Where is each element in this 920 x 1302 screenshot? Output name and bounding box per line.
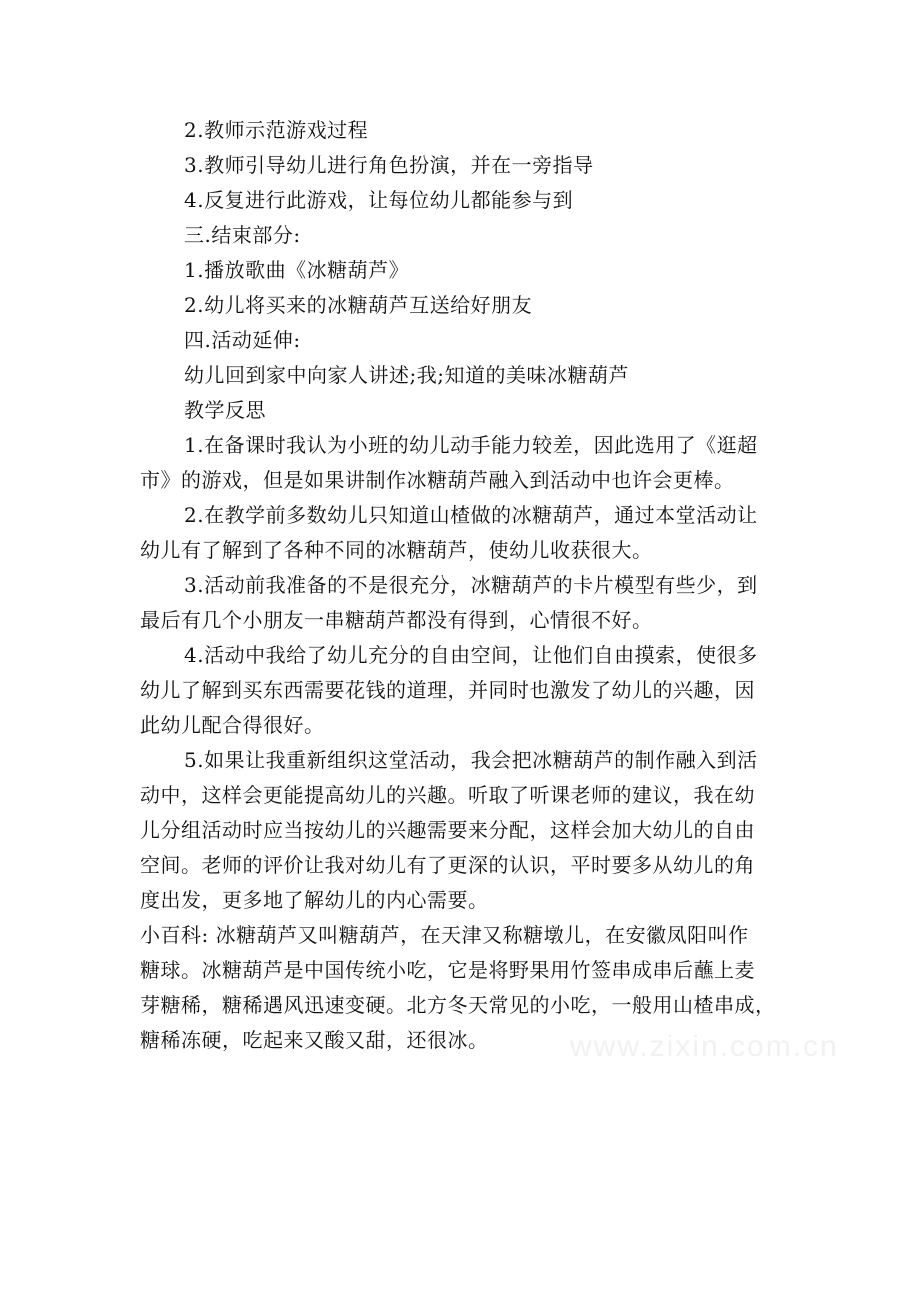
- section-heading: 四.活动延伸:: [184, 328, 301, 352]
- encyclopedia-line: 小百科: 冰糖葫芦又叫糖葫芦，在天津又称糖墩儿，在安徽凤阳叫作: [140, 923, 749, 947]
- text-line: 动中，这样会更能提高幼儿的兴趣。听取了听课老师的建议，我在幼: [140, 783, 755, 807]
- watermark: www.zixin.com.cn: [570, 1030, 839, 1063]
- text-line: 度出发，更多地了解幼儿的内心需要。: [140, 888, 489, 912]
- text-line: 幼儿回到家中向家人讲述;我;知道的美味冰糖葫芦: [184, 363, 629, 387]
- text-line: 幼儿有了解到了各种不同的冰糖葫芦，使幼儿收获很大。: [140, 538, 653, 562]
- text-line: 最后有几个小朋友一串糖葫芦都没有得到，心情很不好。: [140, 608, 653, 632]
- text-line: 2.在教学前多数幼儿只知道山楂做的冰糖葫芦，通过本堂活动让: [184, 503, 758, 527]
- text-line: 幼儿了解到买东西需要花钱的道理，并同时也激发了幼儿的兴趣，因: [140, 678, 755, 702]
- text-line: 3.活动前我准备的不是很充分，冰糖葫芦的卡片模型有些少，到: [184, 573, 758, 597]
- text-line: 4.反复进行此游戏，让每位幼儿都能参与到: [184, 188, 574, 212]
- encyclopedia-line: 芽糖稀，糖稀遇风迅速变硬。北方冬天常见的小吃，一般用山楂串成，: [140, 993, 776, 1017]
- text-line: 此幼儿配合得很好。: [140, 713, 325, 737]
- text-line: 儿分组活动时应当按幼儿的兴趣需要来分配，这样会加大幼儿的自由: [140, 818, 755, 842]
- text-line: 1.在备课时我认为小班的幼儿动手能力较差，因此选用了《逛超: [184, 433, 758, 457]
- text-line: 2.幼儿将买来的冰糖葫芦互送给好朋友: [184, 293, 533, 317]
- text-line: 1.播放歌曲《冰糖葫芦》: [184, 258, 410, 282]
- encyclopedia-line: 糖稀冻硬，吃起来又酸又甜，还很冰。: [140, 1028, 489, 1052]
- encyclopedia-line: 糖球。冰糖葫芦是中国传统小吃，它是将野果用竹签串成串后蘸上麦: [140, 958, 755, 982]
- section-heading: 教学反思: [184, 398, 266, 422]
- text-line: 空间。老师的评价让我对幼儿有了更深的认识，平时要多从幼儿的角: [140, 853, 755, 877]
- section-heading: 三.结束部分:: [184, 223, 301, 247]
- text-line: 2.教师示范游戏过程: [184, 118, 369, 142]
- text-line: 市》的游戏，但是如果讲制作冰糖葫芦融入到活动中也许会更棒。: [140, 468, 735, 492]
- text-line: 5.如果让我重新组织这堂活动，我会把冰糖葫芦的制作融入到活: [184, 748, 758, 772]
- text-line: 4.活动中我给了幼儿充分的自由空间，让他们自由摸索，使很多: [184, 643, 758, 667]
- text-line: 3.教师引导幼儿进行角色扮演，并在一旁指导: [184, 153, 594, 177]
